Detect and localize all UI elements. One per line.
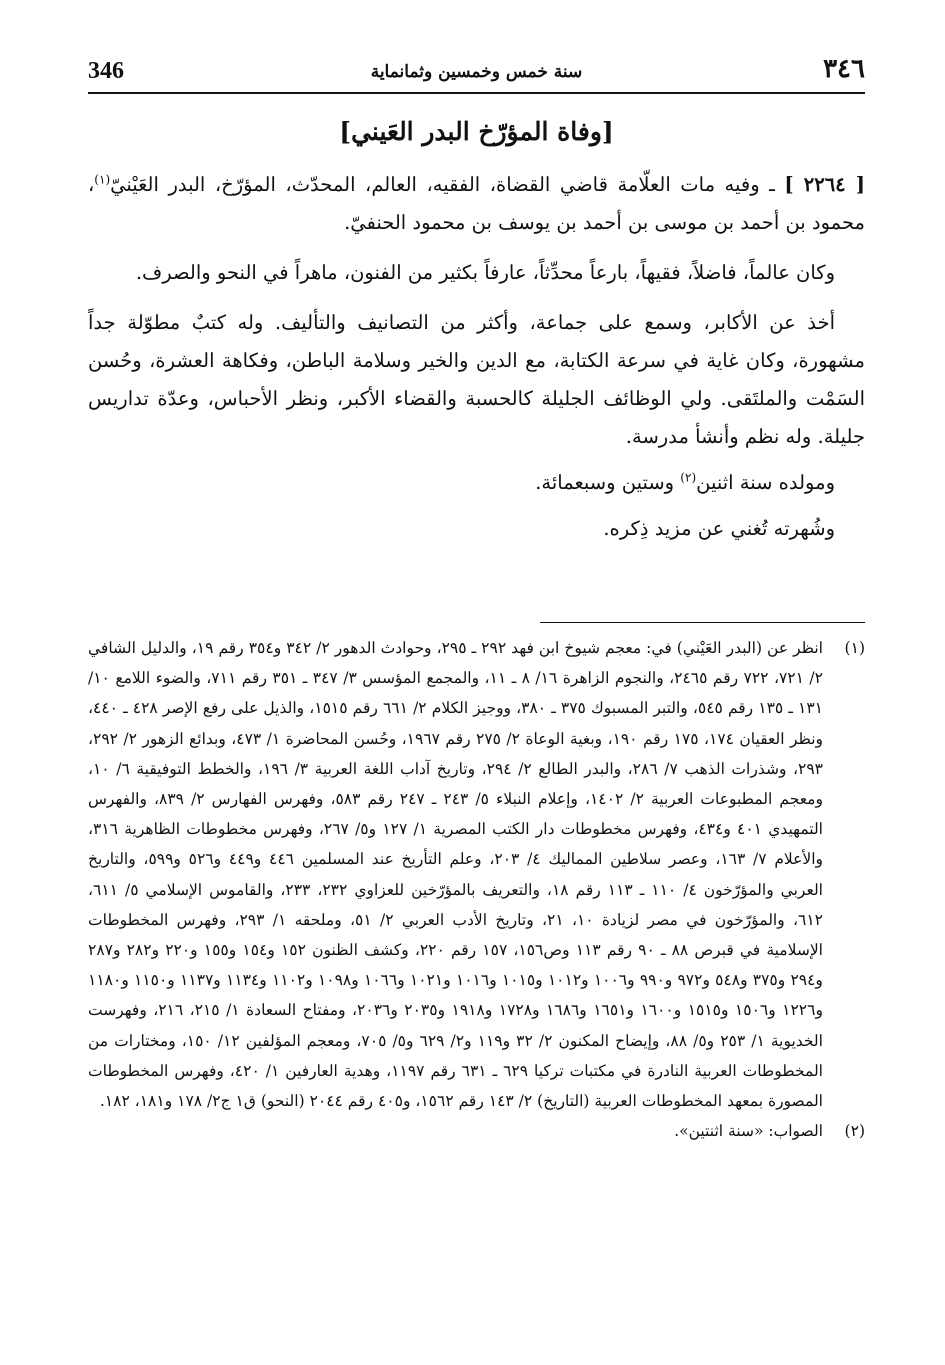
footnote-2 [88, 1116, 865, 1146]
page-number-arabic: ٣٤٦ [823, 54, 865, 84]
paragraph-1 [88, 166, 865, 242]
paragraph-3-text: أخذ عن الأكابر، وسمع على جماعة، وأكثر من التصانيف والتأليف. وله كتبٌ مطوّلة جداً مشهورة، وكان غاية في سرعة الكتابة، مع الدين والخير وسلامة الباطن، وفكاهة العشرة، وحُسن السَمْت والملتَقى. ولي الوظائف الجليلة كالحسبة والقضاء الأكبر، ونظر الأحباس، وعدّة تداريس جليلة. وله نظم وأنشأ مدرسة. [88, 311, 865, 448]
paragraph-4-text-b: وستين وسبعمائة. [535, 471, 681, 494]
footnote-ref-1[interactable]: (١) [94, 172, 111, 187]
page-number-latin: 346 [88, 58, 124, 84]
page-header [88, 52, 865, 94]
paragraph-2 [88, 254, 865, 292]
footnote-1 [88, 633, 865, 1116]
entry-number: [ ٢٢٦٤ ] [784, 173, 866, 196]
running-title: سنة خمس وخمسين وثمانماية [370, 62, 583, 82]
paragraph-5 [88, 510, 865, 548]
section-title: [وفاة المؤرّخ البدر العَيني] [339, 117, 614, 146]
footnote-2-number: (٢) [844, 1122, 865, 1141]
footnote-separator [540, 622, 865, 623]
paragraph-4-text-a: ومولده سنة اثنين [696, 471, 835, 494]
paragraph-1-text: ـ وفيه مات العلّامة قاضي القضاة، الفقيه، العالم، المحدّث، المؤرّخ، البدر العَيْنيّ [110, 173, 775, 196]
paragraph-4 [88, 464, 865, 502]
footnote-ref-2[interactable]: (٢) [680, 470, 697, 485]
footnote-1-text: انظر عن (البدر العَيْني) في: معجم شيوخ ابن فهد ٢٩٢ ـ ٢٩٥، وحوادث الدهور ٢/ ٣٤٢ و٣٥٤ رقم ١٩، والدليل الشافي ٢/ ٧٢١، ٧٢٢ رقم ٢٤٦٥، والنجوم الزاهرة ١٦/ ٨ ـ ١١، والمجمع المؤسس ٣/ ٣٤٧ ـ ٣٥١ رقم ٧١١، والضوء اللامع ١٠/ ١٣١ ـ ١٣٥ رقم ٥٤٥، والتبر المسبوك ٣٧٥ ـ ٣٨٠، ووجيز الكلام ٢/ ٦٦١ رقم ١٥١٥، والذيل على رفع الإصر ٤٢٨ ـ ٤٤٠، ونظر العقيان ١٧٤، ١٧٥ رقم ١٩٠، وبغية الوعاة ٢/ ٢٧٥ رقم ١٩٦٧، وحُسن المحاضرة ١/ ٤٧٣، وبدائع الزهور ٢/ ٢٩٢، ٢٩٣، وشذرات الذهب ٧/ ٢٨٦، والبدر الطالع ٢/ ٢٩٤، وتاريخ آداب اللغة العربية ٣/ ١٩٦، والخطط التوفيقية ٦/ ١٠، ومعجم المطبوعات العربية ٢/ ١٤٠٢، وإعلام النبلاء ٥/ ٢٤٣ ـ ٢٤٧ رقم ٥٨٣، وفهرس الفهارس ٢/ ٨٣٩، والفهرس التمهيدي ٤٠١ و٤٣٤، وفهرس مخطوطات دار الكتب المصرية ١/ ١٢٧ و٥/ ٢٦٧، وفهرس مخطوطات الظاهرية ٣١٦، والأعلام ٧/ ١٦٣، وعصر سلاطين المماليك ٤/ ٢٠٣، وعلم التأريخ عند المسلمين ٤٤٦ و٤٤٩ و٥٢٦ و٥٩٩، والتاريخ العربي والمؤرّخون ٤/ ١١٠ ـ ١١٣ رقم ١٨، والتعريف بالمؤرّخين للعزاوي ٢٣٢، ٢٣٣، والقاموس الإسلامي ٥/ ٦١١، ٦١٢، والمؤرّخون في مصر لزيادة ١٠، ٢١، وتاريخ الأدب العربي ٢/ ٥١، وملحقه ١/ ٢٩٣، وفهرس المخطوطات الإسلامية في قبرص ٨٨ ـ ٩٠ رقم ١١٣ وص١٥٦، ١٥٧ رقم ٢٢٠، وكشف الظنون ١٥٢ و١٥٤ و١٥٥ و٢٢٠ و٢٨٢ و٢٨٧ و٢٩٤ و٣٧٥ و٥٤٨ و٩٧٢ و٩٩٠ و١٠٠٦ و١٠١٢ و١٠١٥ و١٠١٦ و١٠٢١ و١٠٦٦ و١٠٩٨ و١١٠٢ و١١٣٤ و١١٣٧ و١١٥٠ و١١٨٠ و١٢٢٦ و١٥٠٦ و١٥١٥ و١٦٠٠ و١٦٥١ و١٦٨٦ و١٧٢٨ و١٩١٨ و٢٠٣٥ و٢٠٣٦، ومفتاح السعادة ١/ ٢١٥، ٢١٦، وفهرست الخديوية ١/ ٢٥٣ و٥/ ٨٨، وإيضاح المكنون ٢/ ٣٢ و١١٩ و٢/ ٦٢٩ و٥/ ٧٠٥، ومعجم المؤلفين ١٢/ ١٥٠، ومختارات من المخطوطات العربية النادرة في مكتبات تركيا ٦٢٩ ـ ٦٣١ رقم ١١٩٧، وهدية العارفين ١/ ٤٢٠، وفهرس المخطوطات المصورة بمعهد المخطوطات العربية (التاريخ) ٢/ ١٤٣ رقم ١٥٦٢، و٤٠٥ رقم ٢٠٤٤ (النحو) ق١ ج٢/ ١٧٨ و١٨١، ١٨٢. [88, 639, 824, 1111]
main-text [88, 166, 865, 556]
paragraph-5-text: وشُهرته تُغني عن مزيد ذِكره. [603, 517, 835, 540]
footnote-2-text: الصواب: «سنة اثنتين». [674, 1122, 823, 1141]
footnote-1-number: (١) [844, 639, 865, 657]
paragraph-3 [88, 304, 865, 456]
footnotes [88, 633, 865, 1146]
paragraph-2-text: وكان عالماً، فاضلاً، فقيهاً، بارعاً محدِّثاً، عارفاً بكثير من الفنون، ماهراً في النحو والصرف. [135, 261, 835, 284]
paragraph-1-continuation: ، محمود بن أحمد بن موسى بن أحمد بن يوسف بن محمود الحنفيّ. [88, 173, 865, 234]
